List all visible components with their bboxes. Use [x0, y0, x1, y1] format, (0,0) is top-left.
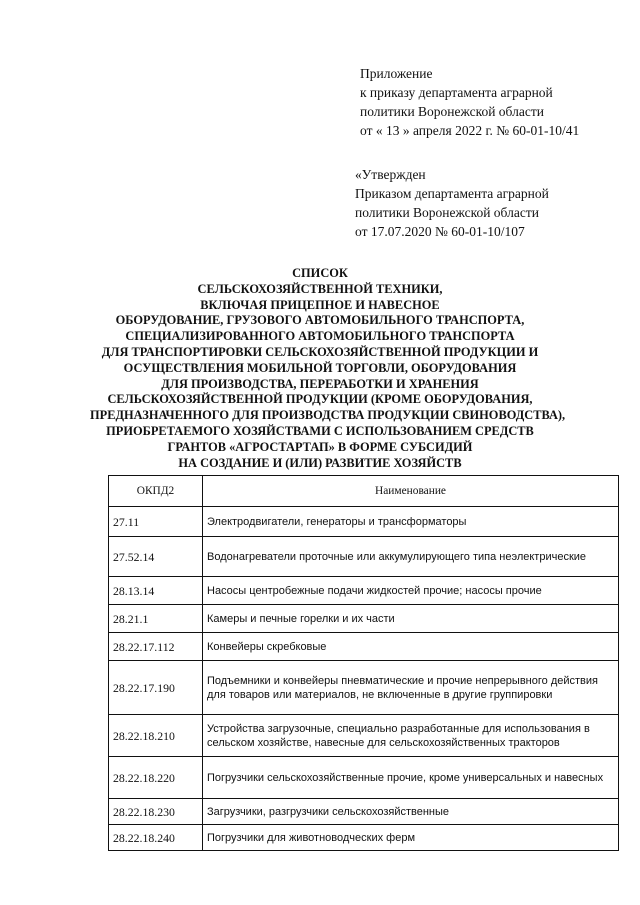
appendix-header: [360, 64, 579, 140]
title-line: ПРИОБРЕТАЕМОГО ХОЗЯЙСТВАМИ С ИСПОЛЬЗОВАНИЕМ СРЕДСТВ: [106, 423, 534, 438]
title-line: СЕЛЬСКОХОЗЯЙСТВЕННОЙ ТЕХНИКИ,: [197, 281, 443, 296]
item-name-cell: Устройства загрузочные, специально разработанные для использования в сельском хозяйстве, навесные для сельскохозяйственных тракторов: [203, 715, 619, 757]
item-name-cell: Загрузчики, разгрузчики сельскохозяйственные: [203, 799, 619, 825]
table-row: [109, 537, 619, 577]
okpd-code-cell: 28.22.18.230: [109, 799, 203, 825]
item-name-cell: Электродвигатели, генераторы и трансформаторы: [203, 507, 619, 537]
table-row: [109, 577, 619, 605]
table-row: [109, 661, 619, 715]
table-header-row: [109, 476, 619, 507]
title-line: ДЛЯ ПРОИЗВОДСТВА, ПЕРЕРАБОТКИ И ХРАНЕНИЯ: [161, 376, 479, 391]
title-line: ОСУЩЕСТВЛЕНИЯ МОБИЛЬНОЙ ТОРГОВЛИ, ОБОРУДОВАНИЯ: [123, 360, 517, 375]
item-name-cell: Подъемники и конвейеры пневматические и прочие непрерывного действия для товаров или материалов, не включенные в другие группировки: [203, 661, 619, 715]
appendix-line: политики Воронежской области: [360, 104, 544, 119]
table-row: [109, 825, 619, 851]
title-line: СПИСОК: [292, 266, 348, 280]
appendix-line: Приложение: [360, 66, 433, 81]
item-name-cell: Камеры и печные горелки и их части: [203, 605, 619, 633]
okpd-code-cell: 28.22.17.190: [109, 661, 203, 715]
item-name-cell: Насосы центробежные подачи жидкостей прочие; насосы прочие: [203, 577, 619, 605]
title-line: НА СОЗДАНИЕ И (ИЛИ) РАЗВИТИЕ ХОЗЯЙСТВ: [178, 455, 462, 470]
title-line: ГРАНТОВ «АГРОСТАРТАП» В ФОРМЕ СУБСИДИЙ: [167, 439, 473, 454]
title-line: ДЛЯ ТРАНСПОРТИРОВКИ СЕЛЬСКОХОЗЯЙСТВЕННОЙ ПРОДУКЦИИ И: [101, 344, 539, 359]
okpd-code-cell: 28.21.1: [109, 605, 203, 633]
appendix-line: к приказу департамента аграрной: [360, 85, 553, 100]
approval-block: [355, 165, 549, 241]
item-name-cell: Конвейеры скребковые: [203, 633, 619, 661]
title-line: ВКЛЮЧАЯ ПРИЦЕПНОЕ И НАВЕСНОЕ: [200, 297, 440, 312]
okpd-table: [108, 475, 619, 851]
okpd-code-cell: 28.22.18.240: [109, 825, 203, 851]
item-name-cell: Погрузчики для животноводческих ферм: [203, 825, 619, 851]
okpd-code-cell: 28.22.18.220: [109, 757, 203, 799]
title-line: ОБОРУДОВАНИЕ, ГРУЗОВОГО АВТОМОБИЛЬНОГО ТРАНСПОРТА,: [115, 313, 525, 328]
table-row: [109, 715, 619, 757]
title-line: СПЕЦИАЛИЗИРОВАННОГО АВТОМОБИЛЬНОГО ТРАНСПОРТА: [125, 329, 515, 344]
title-line: ПРЕДНАЗНАЧЕННОГО ДЛЯ ПРОИЗВОДСТВА ПРОДУКЦИИ СВИНОВОДСТВА),: [90, 408, 566, 423]
table-row: [109, 757, 619, 799]
appendix-line: от « 13 » апреля 2022 г. № 60-01-10/41: [360, 123, 580, 138]
okpd-code-cell: 27.52.14: [109, 537, 203, 577]
approval-line: «Утвержден: [355, 167, 426, 182]
table-row: [109, 605, 619, 633]
okpd-code-cell: 28.22.18.210: [109, 715, 203, 757]
column-header-code: ОКПД2: [109, 476, 203, 507]
column-header-name: Наименование: [203, 476, 619, 507]
approval-line: Приказом департамента аграрной: [355, 186, 549, 201]
item-name-cell: Водонагреватели проточные или аккумулирующего типа неэлектрические: [203, 537, 619, 577]
okpd-code-cell: 27.11: [109, 507, 203, 537]
item-name-cell: Погрузчики сельскохозяйственные прочие, кроме универсальных и навесных: [203, 757, 619, 799]
table-row: [109, 633, 619, 661]
table-row: [109, 507, 619, 537]
okpd-code-cell: 28.22.17.112: [109, 633, 203, 661]
approval-line: политики Воронежской области: [355, 205, 539, 220]
table-row: [109, 799, 619, 825]
okpd-code-cell: 28.13.14: [109, 577, 203, 605]
document-title: [90, 266, 566, 471]
title-line: СЕЛЬСКОХОЗЯЙСТВЕННОЙ ПРОДУКЦИИ (КРОМЕ ОБОРУДОВАНИЯ,: [107, 392, 533, 407]
approval-line: от 17.07.2020 № 60-01-10/107: [355, 224, 525, 239]
